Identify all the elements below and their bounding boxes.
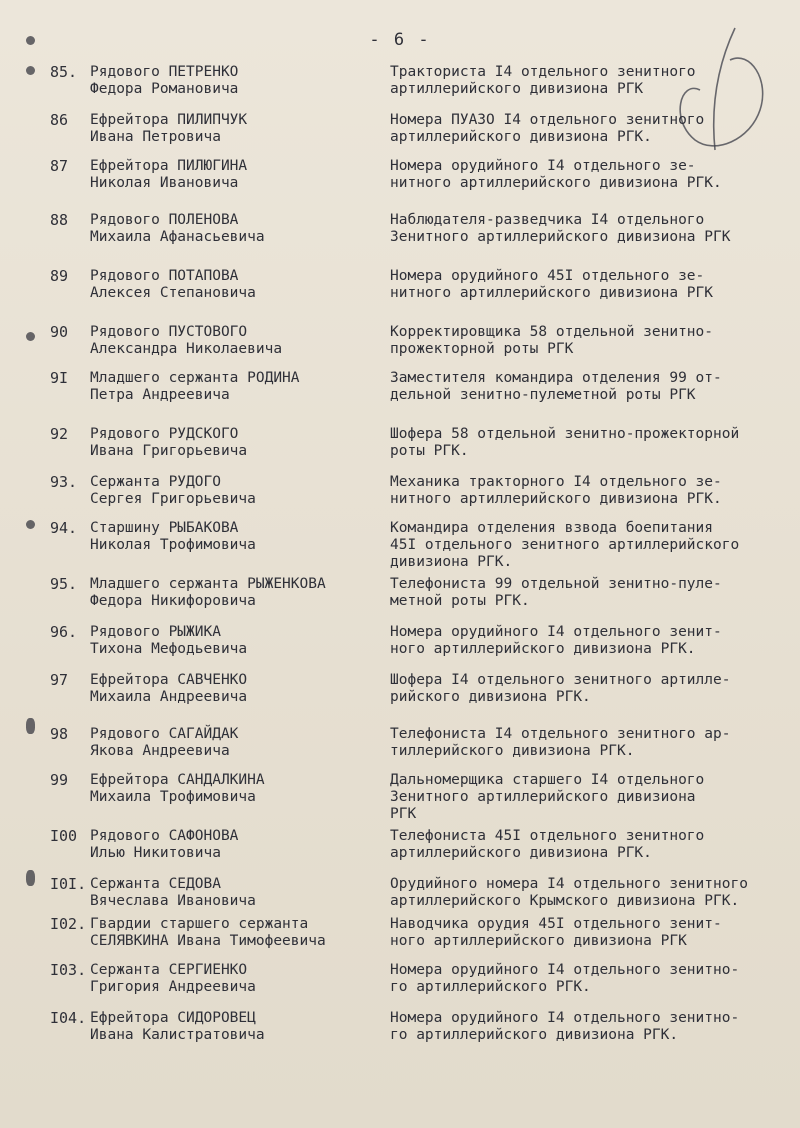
person-name: Ефрейтора САВЧЕНКО Михаила Андреевича <box>90 672 248 705</box>
person-name: Сержанта СЕДОВА Вячеслава Ивановича <box>90 876 256 909</box>
person-role: Тракториста I4 отдельного зенитного артиллерийского дивизиона РГК <box>390 64 696 97</box>
entry-number: 86 <box>50 111 69 129</box>
punch-hole-mark <box>26 520 35 529</box>
entry-number: 90 <box>50 323 69 341</box>
entry-number: I04. <box>50 1009 87 1027</box>
person-name: Младшего сержанта РОДИНА Петра Андреевича <box>90 370 300 403</box>
person-role: Механика тракторного I4 отдельного зе- нитного артиллерийского дивизиона РГК. <box>390 474 722 507</box>
entry-number: I0I. <box>50 875 87 893</box>
person-role: Телефониста I4 отдельного зенитного ар- тиллерийского дивизиона РГК. <box>390 726 731 759</box>
entry-number: 93. <box>50 473 78 491</box>
page-number: - 6 - <box>369 30 431 50</box>
entry-number: 94. <box>50 519 78 537</box>
person-role: Телефониста 45I отдельного зенитного артиллерийского дивизиона РГК. <box>390 828 705 861</box>
person-name: Рядового ПОЛЕНОВА Михаила Афанасьевича <box>90 212 265 245</box>
person-role: Наблюдателя-разведчика I4 отдельного Зенитного артиллерийского дивизиона РГК <box>390 212 731 245</box>
person-role: Шофера 58 отдельной зенитно-прожекторной роты РГК. <box>390 426 740 459</box>
person-name: Рядового ПЕТРЕНКО Федора Романовича <box>90 64 239 97</box>
person-role: Наводчика орудия 45I отдельного зенит- ного артиллерийского дивизиона РГК <box>390 916 722 949</box>
entry-number: 87 <box>50 157 69 175</box>
person-role: Номера орудийного 45I отдельного зе- нитного артиллерийского дивизиона РГК <box>390 268 714 301</box>
entry-number: I03. <box>50 961 87 979</box>
entry-number: 98 <box>50 725 69 743</box>
punch-hole-mark <box>26 36 35 45</box>
punch-hole-mark <box>26 718 35 734</box>
person-name: Ефрейтора СИДОРОВЕЦ Ивана Калистратовича <box>90 1010 265 1043</box>
person-role: Шофера I4 отдельного зенитного артилле- рийского дивизиона РГК. <box>390 672 731 705</box>
entry-number: I02. <box>50 915 87 933</box>
person-name: Ефрейтора ПИЛИПЧУК Ивана Петровича <box>90 112 248 145</box>
person-role: Корректировщика 58 отдельной зенитно- прожекторной роты РГК <box>390 324 714 357</box>
punch-hole-mark <box>26 332 35 341</box>
person-name: Рядового РУДСКОГО Ивана Григорьевича <box>90 426 248 459</box>
person-name: Гвардии старшего сержанта СЕЛЯВКИНА Ивана Тимофеевича <box>90 916 326 949</box>
entry-number: 99 <box>50 771 69 789</box>
entry-number: 9I <box>50 369 69 387</box>
entry-number: 92 <box>50 425 69 443</box>
person-role: Орудийного номера I4 отдельного зенитного артиллерийского Крымского дивизиона РГК. <box>390 876 748 909</box>
entry-number: I00 <box>50 827 78 845</box>
entry-number: 96. <box>50 623 78 641</box>
entry-number: 88 <box>50 211 69 229</box>
person-role: Номера орудийного I4 отдельного зенитно- го артиллерийского дивизиона РГК. <box>390 1010 740 1043</box>
person-role: Номера орудийного I4 отдельного зе- нитного артиллерийского дивизиона РГК. <box>390 158 722 191</box>
person-name: Сержанта РУДОГО Сергея Григорьевича <box>90 474 256 507</box>
person-name: Рядового ПУСТОВОГО Александра Николаевича <box>90 324 283 357</box>
person-role: Номера орудийного I4 отдельного зенитно- го артиллерийского РГК. <box>390 962 740 995</box>
entry-number: 85. <box>50 63 78 81</box>
person-role: Дальномерщика старшего I4 отдельного Зенитного артиллерийского дивизиона РГК <box>390 772 705 822</box>
person-name: Рядового ПОТАПОВА Алексея Степановича <box>90 268 256 301</box>
punch-hole-mark <box>26 870 35 886</box>
person-role: Заместителя командира отделения 99 от- дельной зенитно-пулеметной роты РГК <box>390 370 722 403</box>
person-name: Ефрейтора ПИЛЮГИНА Николая Ивановича <box>90 158 248 191</box>
person-name: Рядового САГАЙДАК Якова Андреевича <box>90 726 239 759</box>
person-role: Командира отделения взвода боепитания 45I отдельного зенитного артиллерийского дивизиона РГК. <box>390 520 740 570</box>
person-name: Рядового РЫЖИКА Тихона Мефодьевича <box>90 624 248 657</box>
entry-number: 97 <box>50 671 69 689</box>
person-role: Номера ПУАЗО I4 отдельного зенитного артиллерийского дивизиона РГК. <box>390 112 705 145</box>
entry-number: 95. <box>50 575 78 593</box>
person-name: Рядового САФОНОВА Илью Никитовича <box>90 828 239 861</box>
person-role: Номера орудийного I4 отдельного зенит- ного артиллерийского дивизиона РГК. <box>390 624 722 657</box>
person-name: Старшину РЫБАКОВА Николая Трофимовича <box>90 520 256 553</box>
person-role: Телефониста 99 отдельной зенитно-пуле- метной роты РГК. <box>390 576 722 609</box>
entry-number: 89 <box>50 267 69 285</box>
punch-hole-mark <box>26 66 35 75</box>
person-name: Сержанта СЕРГИЕНКО Григория Андреевича <box>90 962 256 995</box>
person-name: Ефрейтора САНДАЛКИНА Михаила Трофимовича <box>90 772 265 805</box>
person-name: Младшего сержанта РЫЖЕНКОВА Федора Никифоровича <box>90 576 326 609</box>
